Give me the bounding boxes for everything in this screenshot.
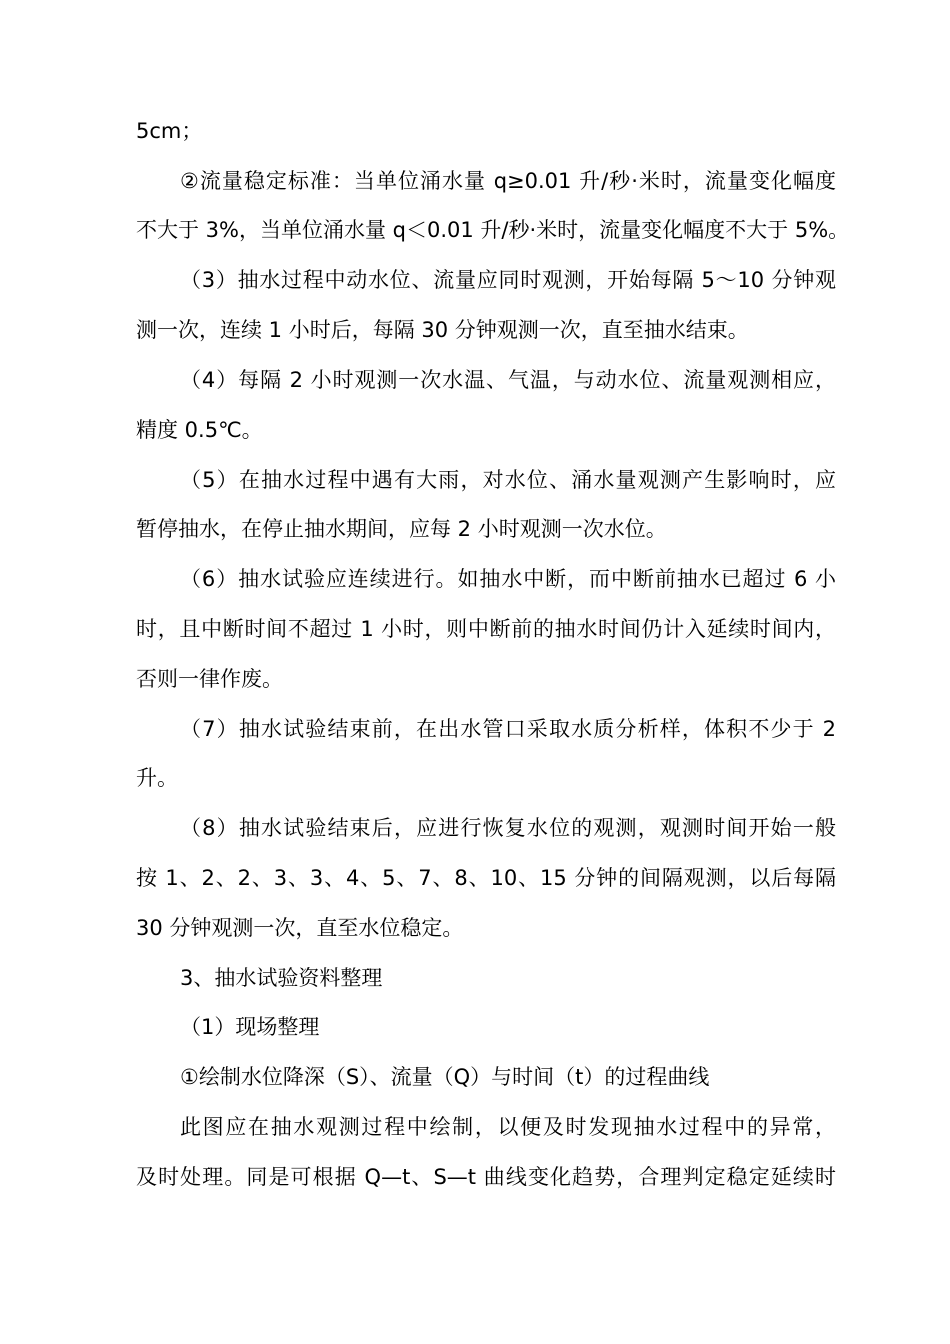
- subsection-heading: （1）现场整理: [180, 1015, 320, 1039]
- text-line: （8）抽水试验结束后，应进行恢复水位的观测，观测时间开始一般: [180, 816, 836, 840]
- text-line: （3）抽水过程中动水位、流量应同时观测，开始每隔 5～10 分钟观: [180, 268, 836, 292]
- text-line: 5cm；: [136, 119, 203, 143]
- text-line: 升。: [136, 766, 178, 790]
- text-line: 此图应在抽水观测过程中绘制，以便及时发现抽水过程中的异常，: [180, 1115, 836, 1139]
- text-line: 按 1、2、2、3、3、4、5、7、8、10、15 分钟的间隔观测，以后每隔: [136, 866, 836, 890]
- section-heading: 3、抽水试验资料整理: [180, 966, 383, 990]
- text-line: 及时处理。同是可根据 Q—t、S—t 曲线变化趋势，合理判定稳定延续时: [136, 1165, 836, 1189]
- text-line: 不大于 3%，当单位涌水量 q＜0.01 升/秒·米时，流量变化幅度不大于 5%。: [136, 218, 850, 242]
- text-line: 暂停抽水，在停止抽水期间，应每 2 小时观测一次水位。: [136, 517, 667, 541]
- text-line: （7）抽水试验结束前，在出水管口采取水质分析样，体积不少于 2: [180, 717, 836, 741]
- text-line: 时，且中断时间不超过 1 小时，则中断前的抽水时间仍计入延续时间内，: [136, 617, 836, 641]
- text-line: （4）每隔 2 小时观测一次水温、气温，与动水位、流量观测相应，: [180, 368, 836, 392]
- text-line: 测一次，连续 1 小时后，每隔 30 分钟观测一次，直至抽水结束。: [136, 318, 749, 342]
- text-line: ①绘制水位降深（S）、流量（Q）与时间（t）的过程曲线: [180, 1065, 710, 1089]
- text-line: ②流量稳定标准：当单位涌水量 q≥0.01 升/秒·米时，流量变化幅度: [180, 169, 836, 193]
- text-line: （6）抽水试验应连续进行。如抽水中断，而中断前抽水已超过 6 小: [180, 567, 836, 591]
- text-line: （5）在抽水过程中遇有大雨，对水位、涌水量观测产生影响时，应: [180, 468, 836, 492]
- text-line: 否则一律作废。: [136, 667, 283, 691]
- text-line: 精度 0.5℃。: [136, 418, 263, 442]
- text-line: 30 分钟观测一次，直至水位稳定。: [136, 916, 464, 940]
